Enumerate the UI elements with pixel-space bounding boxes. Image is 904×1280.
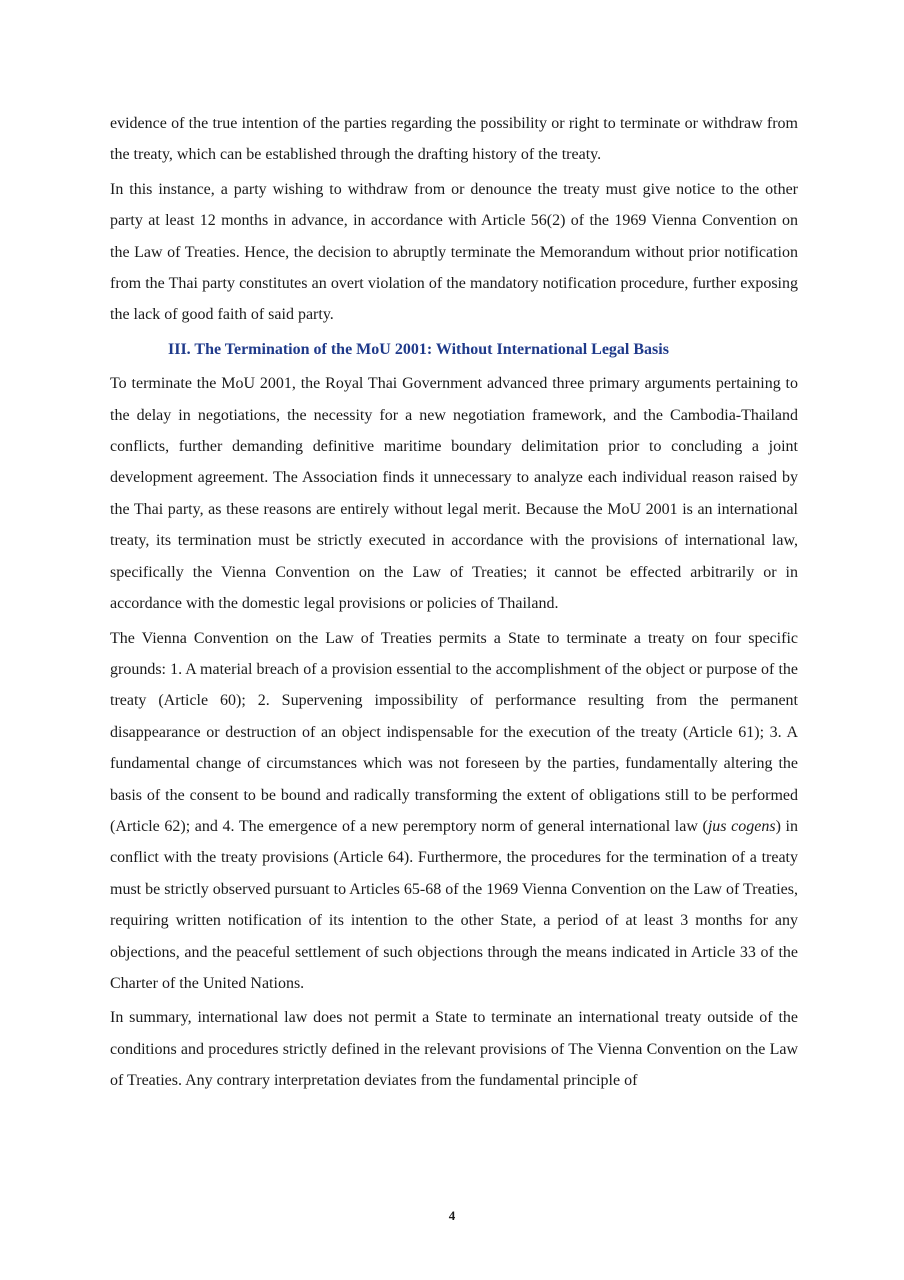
page-number: 4 bbox=[448, 1208, 456, 1223]
paragraph-1: evidence of the true intention of the parties regarding the possibility or right to terminate or withdraw from the treaty, which can be established through the drafting history of the treaty. bbox=[110, 115, 798, 164]
latin-term: jus cogens bbox=[707, 817, 776, 835]
paragraph-4-part-1: The Vienna Convention on the Law of Treaties permits a State to terminate a treaty on four specific grounds: 1. A material breach of a provision essential to the accomplishment of the object or purpose of the treaty (Article 60); 2. Supervening impossibility of performance resulting from the permanent disappearance or destruction of an object indispensable for the execution of the treaty (Article 61); 3. A fundamental change of circumstances which was not foreseen by the parties, fundamentally altering the basis of the consent to be bound and radically transforming the extent of obligations still to be performed (Article 62); and 4. The emergence of a new peremptory norm of general international law ( bbox=[110, 629, 798, 835]
document-body bbox=[110, 108, 798, 1100]
paragraph-4 bbox=[110, 623, 798, 1000]
paragraph-4-part-2: ) in conflict with the treaty provisions (Article 64). Furthermore, the procedures for the termination of a treaty must be strictly observed pursuant to Articles 65-68 of the 1969 Vienna Convention on the Law of Treaties, requiring written notification of its intention to the other State, a period of at least 3 months for any objections, and the peaceful settlement of such objections through the means indicated in Article 33 of the Charter of the United Nations. bbox=[110, 817, 798, 992]
paragraph-5: In summary, international law does not permit a State to terminate an international treaty outside of the conditions and procedures strictly defined in the relevant provisions of The Vienna Convention on the Law of Treaties. Any contrary interpretation deviates from the fundamental principle of bbox=[110, 1009, 798, 1090]
paragraph-3: To terminate the MoU 2001, the Royal Thai Government advanced three primary arguments pertaining to the delay in negotiations, the necessity for a new negotiation framework, and the Cambodia-Thailand conflicts, further demanding definitive maritime boundary delimitation prior to concluding a joint development agreement. The Association finds it unnecessary to analyze each individual reason raised by the Thai party, as these reasons are entirely without legal merit. Because the MoU 2001 is an international treaty, its termination must be strictly executed in accordance with the provisions of international law, specifically the Vienna Convention on the Law of Treaties; it cannot be effected arbitrarily or in accordance with the domestic legal provisions or policies of Thailand. bbox=[110, 375, 798, 613]
paragraph-2: In this instance, a party wishing to withdraw from or denounce the treaty must give notice to the other party at least 12 months in advance, in accordance with Article 56(2) of the 1969 Vienna Convention on the Law of Treaties. Hence, the decision to abruptly terminate the Memorandum without prior notification from the Thai party constitutes an overt violation of the mandatory notification procedure, further exposing the lack of good faith of said party. bbox=[110, 180, 798, 324]
section-heading: III. The Termination of the MoU 2001: Without International Legal Basis bbox=[168, 340, 669, 358]
